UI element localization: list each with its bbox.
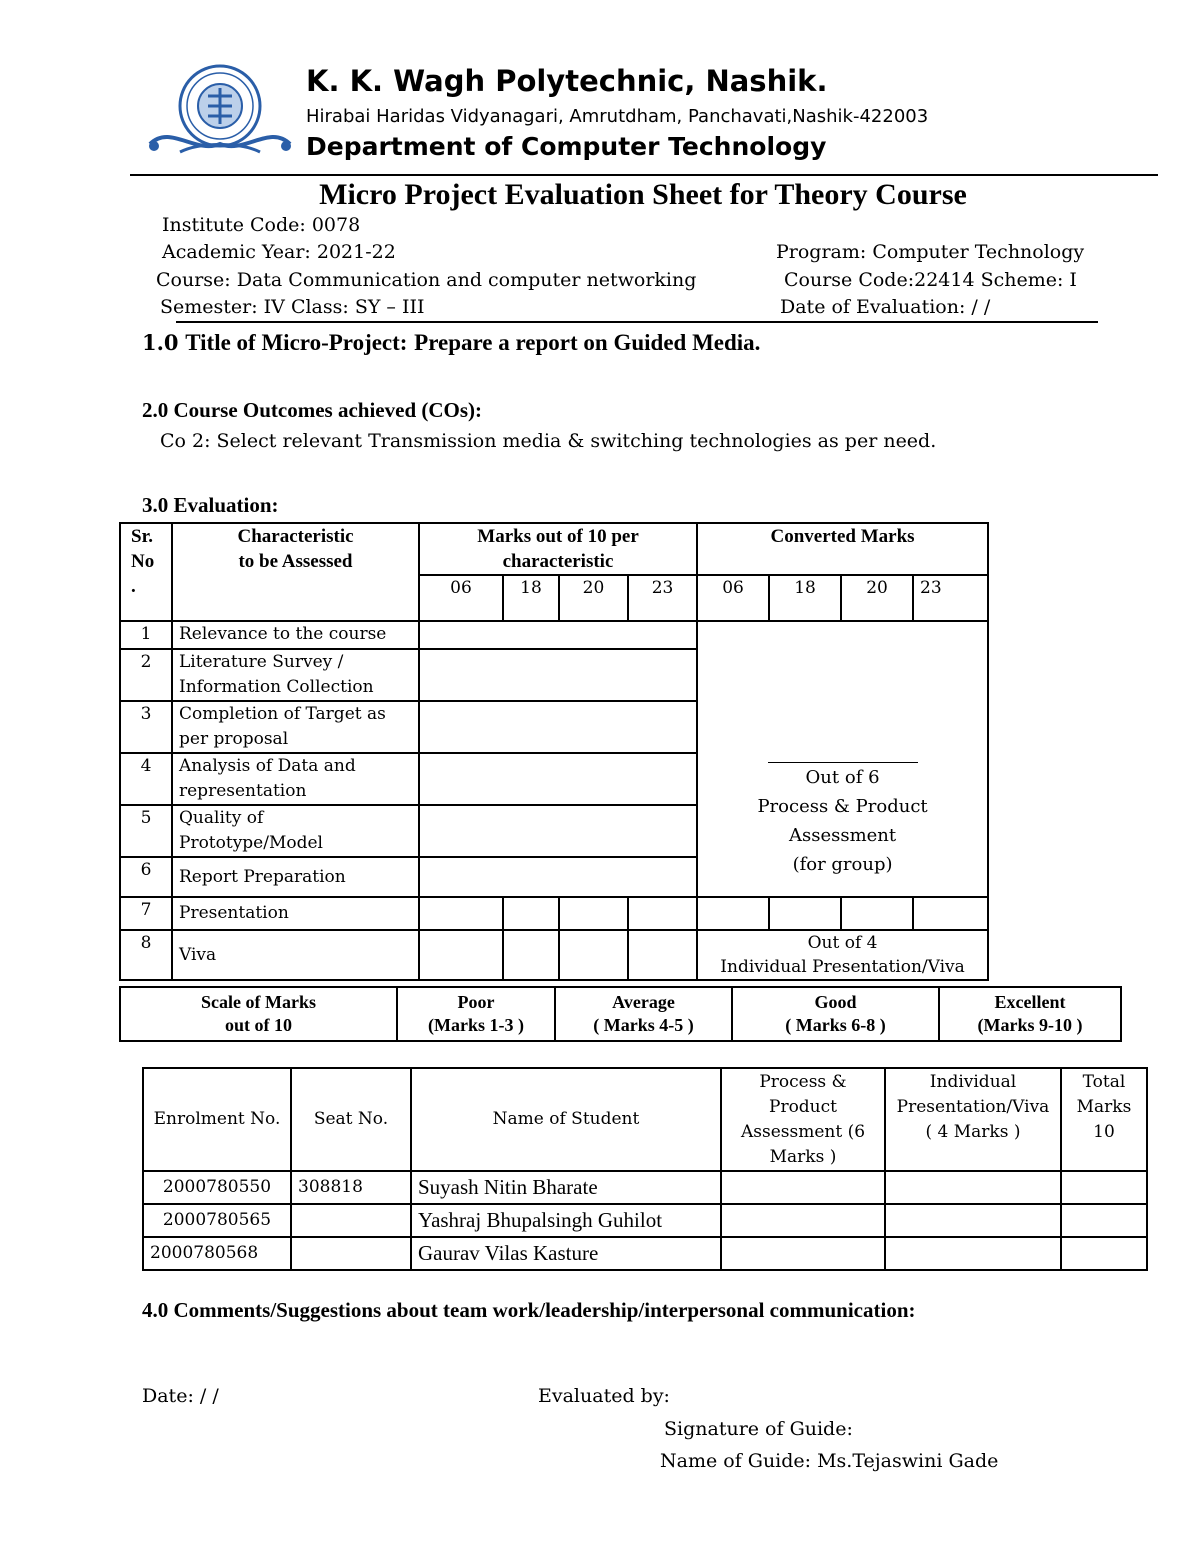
presentation-converted-cell[interactable]: [913, 897, 988, 930]
section-4-heading: 4.0 Comments/Suggestions about team work/leadership/interpersonal communication:: [142, 1298, 916, 1322]
process-marks-cell[interactable]: [721, 1204, 885, 1237]
process-marks-cell[interactable]: [721, 1171, 885, 1204]
row-marks-cell[interactable]: [419, 805, 697, 857]
row-characteristic: Viva: [172, 930, 419, 980]
student-name-cell: Yashraj Bhupalsingh Guhilot: [411, 1204, 721, 1237]
marks-roll-1: 06: [419, 575, 503, 621]
total-header: Total Marks 10: [1061, 1068, 1147, 1171]
semester-class: Semester: IV Class: SY – III: [160, 296, 425, 318]
row-sr: 4: [120, 753, 172, 805]
scale-good: Good ( Marks 6-8 ): [732, 987, 939, 1041]
marks-roll-3: 20: [559, 575, 628, 621]
row-sr: 3: [120, 701, 172, 753]
characteristic-header: Characteristic to be Assessed: [172, 523, 419, 621]
individual-marks-cell[interactable]: [885, 1204, 1061, 1237]
viva-label: Individual Presentation/Viva: [720, 957, 965, 977]
row-sr: 8: [120, 930, 172, 980]
footer-date: Date: / /: [142, 1385, 219, 1407]
viva-converted-cell: [697, 930, 988, 980]
process-group: (for group): [792, 854, 893, 875]
row-marks-cell[interactable]: [419, 701, 697, 753]
enrolment-cell: 2000780568: [143, 1237, 291, 1270]
seat-cell: [291, 1204, 411, 1237]
course-code: Course Code:22414 Scheme: I: [784, 269, 1077, 291]
viva-out-of: Out of 4: [807, 933, 878, 953]
converted-marks-header: Converted Marks: [697, 523, 988, 575]
row-characteristic: Relevance to the course: [172, 621, 419, 649]
row-characteristic: Presentation: [172, 897, 419, 930]
viva-mark-cell[interactable]: [419, 930, 503, 980]
scale-label: Scale of Marks out of 10: [120, 987, 397, 1041]
individual-marks-cell[interactable]: [885, 1171, 1061, 1204]
institute-name: K. K. Wagh Polytechnic, Nashik.: [306, 64, 828, 98]
presentation-mark-cell[interactable]: [628, 897, 697, 930]
total-marks-cell[interactable]: [1061, 1237, 1147, 1270]
presentation-converted-cell[interactable]: [697, 897, 769, 930]
row-characteristic: Completion of Target as per proposal: [172, 701, 419, 753]
guide-signature: Signature of Guide:: [664, 1418, 853, 1440]
process-header: Process & Product Assessment (6 Marks ): [721, 1068, 885, 1171]
header-divider: [130, 174, 1158, 176]
row-sr: 5: [120, 805, 172, 857]
sr-no-header: Sr. No .: [120, 523, 172, 621]
seat-cell: [291, 1237, 411, 1270]
viva-mark-cell[interactable]: [503, 930, 559, 980]
converted-roll-3: 20: [841, 575, 913, 621]
row-characteristic: Literature Survey / Information Collection: [172, 649, 419, 701]
presentation-mark-cell[interactable]: [559, 897, 628, 930]
total-marks-cell[interactable]: [1061, 1171, 1147, 1204]
enrolment-cell: 2000780565: [143, 1204, 291, 1237]
scale-table: [119, 986, 1122, 1042]
scale-poor: Poor (Marks 1-3 ): [397, 987, 555, 1041]
total-marks-cell[interactable]: [1061, 1204, 1147, 1237]
row-sr: 1: [120, 621, 172, 649]
row-characteristic: Analysis of Data and representation: [172, 753, 419, 805]
presentation-mark-cell[interactable]: [419, 897, 503, 930]
marks-roll-2: 18: [503, 575, 559, 621]
viva-mark-cell[interactable]: [628, 930, 697, 980]
process-marks-cell[interactable]: [721, 1237, 885, 1270]
program: Program: Computer Technology: [776, 241, 1085, 263]
institute-emblem-icon: [140, 62, 300, 162]
student-name-cell: Suyash Nitin Bharate: [411, 1171, 721, 1204]
presentation-converted-cell[interactable]: [769, 897, 841, 930]
row-sr: 6: [120, 857, 172, 897]
seat-cell: 308818: [291, 1171, 411, 1204]
scale-average: Average ( Marks 4-5 ): [555, 987, 732, 1041]
course-name: Course: Data Communication and computer networking: [156, 269, 697, 291]
institute-code: Institute Code: 0078: [162, 214, 361, 236]
micro-project-title: Prepare a report on Guided Media.: [414, 330, 761, 355]
viva-mark-cell[interactable]: [559, 930, 628, 980]
enrolment-header: Enrolment No.: [143, 1068, 291, 1171]
marks-header: Marks out of 10 per characteristic: [419, 523, 697, 575]
section-3-heading: 3.0 Evaluation:: [142, 493, 279, 517]
row-marks-cell[interactable]: [419, 649, 697, 701]
enrolment-cell: 2000780550: [143, 1171, 291, 1204]
course-outcome: Co 2: Select relevant Transmission media & switching technologies as per need.: [160, 430, 937, 452]
evaluation-table: [119, 522, 989, 981]
student-name-cell: Gaurav Vilas Kasture: [411, 1237, 721, 1270]
marks-roll-4: 23: [628, 575, 697, 621]
presentation-mark-cell[interactable]: [503, 897, 559, 930]
presentation-converted-cell[interactable]: [841, 897, 913, 930]
converted-roll-4: 23: [913, 575, 988, 621]
section-1-label: Title of Micro-Project:: [185, 330, 408, 355]
academic-year: Academic Year: 2021-22: [162, 241, 396, 263]
sheet-title: Micro Project Evaluation Sheet for Theory Course: [319, 178, 967, 211]
section-1: [142, 330, 760, 356]
department-name: Department of Computer Technology: [306, 132, 827, 161]
evaluated-by: Evaluated by:: [538, 1385, 670, 1407]
row-marks-cell[interactable]: [419, 753, 697, 805]
student-name-header: Name of Student: [411, 1068, 721, 1171]
row-characteristic: Report Preparation: [172, 857, 419, 897]
info-divider: [176, 321, 1098, 323]
process-out-of: Out of 6: [805, 767, 880, 788]
row-marks-cell[interactable]: [419, 857, 697, 897]
date-of-evaluation: Date of Evaluation: / /: [780, 296, 991, 318]
students-table: [142, 1067, 1148, 1271]
scale-excellent: Excellent (Marks 9-10 ): [939, 987, 1121, 1041]
row-marks-cell[interactable]: [419, 621, 697, 649]
row-characteristic: Quality of Prototype/Model: [172, 805, 419, 857]
seat-header: Seat No.: [291, 1068, 411, 1171]
individual-header: Individual Presentation/Viva ( 4 Marks ): [885, 1068, 1061, 1171]
section-1-number: 1.0: [142, 330, 179, 355]
guide-name: Name of Guide: Ms.Tejaswini Gade: [660, 1450, 999, 1472]
row-sr: 2: [120, 649, 172, 701]
process-assessment-cell: [697, 621, 988, 897]
individual-marks-cell[interactable]: [885, 1237, 1061, 1270]
converted-roll-2: 18: [769, 575, 841, 621]
converted-roll-1: 06: [697, 575, 769, 621]
process-label: Process & Product Assessment: [757, 796, 928, 846]
row-sr: 7: [120, 897, 172, 930]
section-2-heading: 2.0 Course Outcomes achieved (COs):: [142, 398, 483, 422]
institute-address: Hirabai Haridas Vidyanagari, Amrutdham, Panchavati,Nashik-422003: [306, 106, 929, 127]
